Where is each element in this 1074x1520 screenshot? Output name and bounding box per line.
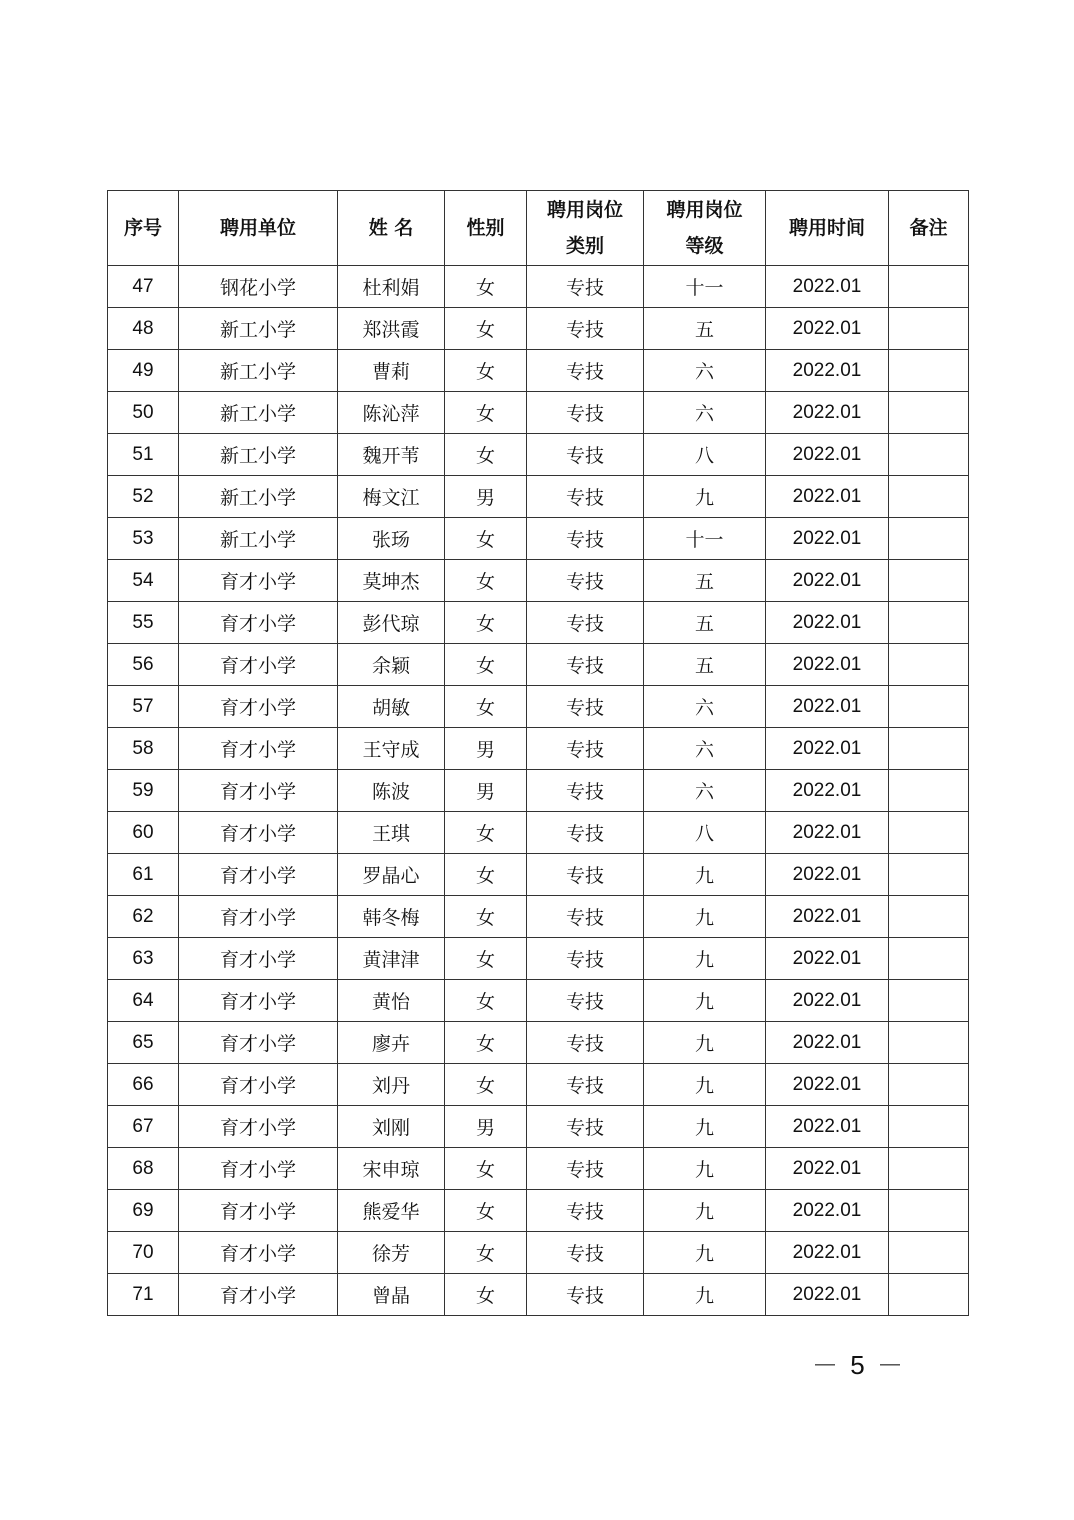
cell-unit: 新工小学 bbox=[179, 476, 338, 518]
cell-unit: 育才小学 bbox=[179, 728, 338, 770]
cell-name: 莫坤杰 bbox=[338, 560, 445, 602]
cell-remark bbox=[889, 854, 969, 896]
cell-remark bbox=[889, 938, 969, 980]
cell-gender: 女 bbox=[445, 392, 527, 434]
cell-post-category: 专技 bbox=[527, 518, 644, 560]
cell-name: 曾晶 bbox=[338, 1274, 445, 1316]
cell-unit: 育才小学 bbox=[179, 854, 338, 896]
cell-remark bbox=[889, 560, 969, 602]
cell-seq: 59 bbox=[108, 770, 179, 812]
cell-post-category: 专技 bbox=[527, 854, 644, 896]
cell-post-category: 专技 bbox=[527, 266, 644, 308]
cell-name: 余颖 bbox=[338, 644, 445, 686]
cell-name: 彭代琼 bbox=[338, 602, 445, 644]
table-row bbox=[108, 350, 969, 392]
table-row bbox=[108, 1106, 969, 1148]
cell-seq: 54 bbox=[108, 560, 179, 602]
cell-unit: 新工小学 bbox=[179, 392, 338, 434]
cell-post-level: 九 bbox=[644, 980, 766, 1022]
cell-gender: 女 bbox=[445, 434, 527, 476]
cell-unit: 育才小学 bbox=[179, 770, 338, 812]
cell-hire-date: 2022.01 bbox=[766, 308, 889, 350]
cell-seq: 68 bbox=[108, 1148, 179, 1190]
cell-remark bbox=[889, 308, 969, 350]
table-row bbox=[108, 1274, 969, 1316]
cell-hire-date: 2022.01 bbox=[766, 350, 889, 392]
cell-gender: 女 bbox=[445, 896, 527, 938]
cell-post-category: 专技 bbox=[527, 308, 644, 350]
cell-unit: 育才小学 bbox=[179, 644, 338, 686]
cell-remark bbox=[889, 644, 969, 686]
cell-remark bbox=[889, 476, 969, 518]
cell-post-category: 专技 bbox=[527, 1148, 644, 1190]
cell-name: 廖卉 bbox=[338, 1022, 445, 1064]
cell-post-category: 专技 bbox=[527, 1022, 644, 1064]
cell-seq: 67 bbox=[108, 1106, 179, 1148]
cell-hire-date: 2022.01 bbox=[766, 896, 889, 938]
cell-gender: 女 bbox=[445, 560, 527, 602]
cell-post-level: 九 bbox=[644, 1190, 766, 1232]
cell-name: 胡敏 bbox=[338, 686, 445, 728]
cell-remark bbox=[889, 1064, 969, 1106]
cell-gender: 女 bbox=[445, 1190, 527, 1232]
cell-post-level: 六 bbox=[644, 728, 766, 770]
cell-name: 陈沁萍 bbox=[338, 392, 445, 434]
cell-unit: 育才小学 bbox=[179, 1022, 338, 1064]
cell-hire-date: 2022.01 bbox=[766, 644, 889, 686]
cell-gender: 男 bbox=[445, 476, 527, 518]
cell-post-level: 九 bbox=[644, 938, 766, 980]
cell-remark bbox=[889, 1232, 969, 1274]
cell-unit: 育才小学 bbox=[179, 1064, 338, 1106]
cell-post-category: 专技 bbox=[527, 602, 644, 644]
cell-gender: 男 bbox=[445, 1106, 527, 1148]
table-row bbox=[108, 980, 969, 1022]
cell-post-level: 十一 bbox=[644, 266, 766, 308]
cell-seq: 55 bbox=[108, 602, 179, 644]
cell-gender: 女 bbox=[445, 1064, 527, 1106]
staff-table bbox=[107, 190, 969, 1316]
cell-hire-date: 2022.01 bbox=[766, 854, 889, 896]
cell-gender: 女 bbox=[445, 980, 527, 1022]
cell-seq: 66 bbox=[108, 1064, 179, 1106]
cell-name: 黄怡 bbox=[338, 980, 445, 1022]
cell-gender: 女 bbox=[445, 938, 527, 980]
cell-post-category: 专技 bbox=[527, 1232, 644, 1274]
cell-remark bbox=[889, 350, 969, 392]
cell-hire-date: 2022.01 bbox=[766, 392, 889, 434]
header-name: 姓 名 bbox=[338, 191, 445, 266]
cell-unit: 新工小学 bbox=[179, 518, 338, 560]
cell-hire-date: 2022.01 bbox=[766, 266, 889, 308]
cell-unit: 育才小学 bbox=[179, 1106, 338, 1148]
cell-seq: 61 bbox=[108, 854, 179, 896]
cell-hire-date: 2022.01 bbox=[766, 1022, 889, 1064]
cell-post-category: 专技 bbox=[527, 812, 644, 854]
cell-seq: 60 bbox=[108, 812, 179, 854]
cell-hire-date: 2022.01 bbox=[766, 938, 889, 980]
table-row bbox=[108, 854, 969, 896]
cell-post-category: 专技 bbox=[527, 560, 644, 602]
cell-name: 陈波 bbox=[338, 770, 445, 812]
table-row bbox=[108, 1022, 969, 1064]
cell-gender: 女 bbox=[445, 812, 527, 854]
cell-hire-date: 2022.01 bbox=[766, 812, 889, 854]
dash-left: — bbox=[815, 1353, 839, 1375]
cell-post-category: 专技 bbox=[527, 1190, 644, 1232]
cell-remark bbox=[889, 770, 969, 812]
cell-remark bbox=[889, 896, 969, 938]
cell-post-category: 专技 bbox=[527, 896, 644, 938]
cell-post-category: 专技 bbox=[527, 1274, 644, 1316]
cell-name: 梅文江 bbox=[338, 476, 445, 518]
cell-post-level: 九 bbox=[644, 1106, 766, 1148]
cell-unit: 育才小学 bbox=[179, 812, 338, 854]
cell-remark bbox=[889, 686, 969, 728]
table-row bbox=[108, 770, 969, 812]
cell-name: 郑洪霞 bbox=[338, 308, 445, 350]
cell-remark bbox=[889, 1022, 969, 1064]
page-number-value: 5 bbox=[850, 1350, 869, 1380]
cell-seq: 62 bbox=[108, 896, 179, 938]
cell-gender: 女 bbox=[445, 1022, 527, 1064]
cell-hire-date: 2022.01 bbox=[766, 980, 889, 1022]
cell-post-level: 五 bbox=[644, 602, 766, 644]
cell-name: 曹莉 bbox=[338, 350, 445, 392]
cell-unit: 育才小学 bbox=[179, 1232, 338, 1274]
cell-post-category: 专技 bbox=[527, 938, 644, 980]
page-number bbox=[815, 1350, 904, 1381]
cell-post-category: 专技 bbox=[527, 1106, 644, 1148]
cell-post-category: 专技 bbox=[527, 770, 644, 812]
header-post-level: 聘用岗位 等级 bbox=[644, 191, 766, 266]
dash-right: — bbox=[879, 1353, 904, 1375]
cell-seq: 51 bbox=[108, 434, 179, 476]
cell-seq: 48 bbox=[108, 308, 179, 350]
cell-hire-date: 2022.01 bbox=[766, 1064, 889, 1106]
cell-remark bbox=[889, 1274, 969, 1316]
cell-unit: 育才小学 bbox=[179, 938, 338, 980]
table-row bbox=[108, 560, 969, 602]
cell-name: 宋申琼 bbox=[338, 1148, 445, 1190]
cell-seq: 53 bbox=[108, 518, 179, 560]
cell-post-category: 专技 bbox=[527, 686, 644, 728]
table-row bbox=[108, 728, 969, 770]
table-row bbox=[108, 938, 969, 980]
cell-name: 黄津津 bbox=[338, 938, 445, 980]
cell-gender: 女 bbox=[445, 686, 527, 728]
cell-seq: 64 bbox=[108, 980, 179, 1022]
header-row bbox=[108, 191, 969, 266]
cell-seq: 63 bbox=[108, 938, 179, 980]
cell-gender: 女 bbox=[445, 1232, 527, 1274]
cell-remark bbox=[889, 392, 969, 434]
cell-unit: 新工小学 bbox=[179, 434, 338, 476]
cell-gender: 女 bbox=[445, 602, 527, 644]
cell-post-level: 八 bbox=[644, 812, 766, 854]
cell-post-level: 九 bbox=[644, 854, 766, 896]
cell-post-category: 专技 bbox=[527, 434, 644, 476]
cell-unit: 钢花小学 bbox=[179, 266, 338, 308]
cell-seq: 70 bbox=[108, 1232, 179, 1274]
cell-remark bbox=[889, 602, 969, 644]
cell-seq: 69 bbox=[108, 1190, 179, 1232]
cell-remark bbox=[889, 1190, 969, 1232]
cell-gender: 女 bbox=[445, 266, 527, 308]
cell-post-level: 五 bbox=[644, 560, 766, 602]
table-row bbox=[108, 602, 969, 644]
cell-remark bbox=[889, 812, 969, 854]
cell-gender: 女 bbox=[445, 350, 527, 392]
cell-name: 魏开苇 bbox=[338, 434, 445, 476]
cell-hire-date: 2022.01 bbox=[766, 728, 889, 770]
cell-post-level: 六 bbox=[644, 392, 766, 434]
cell-seq: 56 bbox=[108, 644, 179, 686]
table-row bbox=[108, 434, 969, 476]
cell-hire-date: 2022.01 bbox=[766, 1148, 889, 1190]
cell-seq: 49 bbox=[108, 350, 179, 392]
cell-post-level: 九 bbox=[644, 1148, 766, 1190]
cell-gender: 女 bbox=[445, 308, 527, 350]
cell-hire-date: 2022.01 bbox=[766, 1232, 889, 1274]
table-row bbox=[108, 1232, 969, 1274]
cell-hire-date: 2022.01 bbox=[766, 434, 889, 476]
cell-post-level: 六 bbox=[644, 686, 766, 728]
cell-post-level: 九 bbox=[644, 476, 766, 518]
cell-post-level: 六 bbox=[644, 770, 766, 812]
cell-post-category: 专技 bbox=[527, 476, 644, 518]
cell-name: 韩冬梅 bbox=[338, 896, 445, 938]
cell-hire-date: 2022.01 bbox=[766, 476, 889, 518]
cell-hire-date: 2022.01 bbox=[766, 1190, 889, 1232]
cell-seq: 71 bbox=[108, 1274, 179, 1316]
cell-hire-date: 2022.01 bbox=[766, 686, 889, 728]
cell-post-category: 专技 bbox=[527, 980, 644, 1022]
cell-remark bbox=[889, 266, 969, 308]
cell-seq: 52 bbox=[108, 476, 179, 518]
cell-name: 杜利娟 bbox=[338, 266, 445, 308]
cell-unit: 育才小学 bbox=[179, 896, 338, 938]
cell-remark bbox=[889, 434, 969, 476]
header-post-category: 聘用岗位 类别 bbox=[527, 191, 644, 266]
cell-post-level: 九 bbox=[644, 896, 766, 938]
cell-gender: 男 bbox=[445, 770, 527, 812]
cell-name: 罗晶心 bbox=[338, 854, 445, 896]
cell-remark bbox=[889, 1148, 969, 1190]
table-row bbox=[108, 1148, 969, 1190]
table-row bbox=[108, 392, 969, 434]
cell-post-level: 九 bbox=[644, 1064, 766, 1106]
cell-name: 刘刚 bbox=[338, 1106, 445, 1148]
header-remark: 备注 bbox=[889, 191, 969, 266]
cell-post-level: 五 bbox=[644, 644, 766, 686]
cell-seq: 65 bbox=[108, 1022, 179, 1064]
table-row bbox=[108, 686, 969, 728]
table-row bbox=[108, 644, 969, 686]
header-hire-date: 聘用时间 bbox=[766, 191, 889, 266]
cell-name: 刘丹 bbox=[338, 1064, 445, 1106]
cell-post-level: 五 bbox=[644, 308, 766, 350]
cell-gender: 女 bbox=[445, 518, 527, 560]
table-row bbox=[108, 308, 969, 350]
cell-name: 徐芳 bbox=[338, 1232, 445, 1274]
cell-unit: 育才小学 bbox=[179, 560, 338, 602]
cell-seq: 47 bbox=[108, 266, 179, 308]
cell-post-level: 九 bbox=[644, 1022, 766, 1064]
table-row bbox=[108, 1064, 969, 1106]
cell-unit: 育才小学 bbox=[179, 686, 338, 728]
cell-post-level: 九 bbox=[644, 1274, 766, 1316]
cell-post-level: 九 bbox=[644, 1232, 766, 1274]
cell-post-level: 十一 bbox=[644, 518, 766, 560]
cell-remark bbox=[889, 728, 969, 770]
cell-unit: 育才小学 bbox=[179, 1190, 338, 1232]
cell-gender: 女 bbox=[445, 854, 527, 896]
cell-gender: 女 bbox=[445, 1274, 527, 1316]
cell-unit: 育才小学 bbox=[179, 1148, 338, 1190]
header-gender: 性别 bbox=[445, 191, 527, 266]
cell-post-category: 专技 bbox=[527, 644, 644, 686]
cell-hire-date: 2022.01 bbox=[766, 770, 889, 812]
cell-seq: 50 bbox=[108, 392, 179, 434]
table-row bbox=[108, 518, 969, 560]
cell-post-category: 专技 bbox=[527, 1064, 644, 1106]
cell-post-level: 八 bbox=[644, 434, 766, 476]
table-row bbox=[108, 476, 969, 518]
header-seq: 序号 bbox=[108, 191, 179, 266]
header-unit: 聘用单位 bbox=[179, 191, 338, 266]
table-row bbox=[108, 266, 969, 308]
cell-name: 王守成 bbox=[338, 728, 445, 770]
cell-hire-date: 2022.01 bbox=[766, 1106, 889, 1148]
cell-hire-date: 2022.01 bbox=[766, 518, 889, 560]
cell-gender: 女 bbox=[445, 1148, 527, 1190]
cell-name: 王琪 bbox=[338, 812, 445, 854]
cell-name: 熊爱华 bbox=[338, 1190, 445, 1232]
cell-gender: 女 bbox=[445, 644, 527, 686]
cell-unit: 育才小学 bbox=[179, 1274, 338, 1316]
cell-hire-date: 2022.01 bbox=[766, 1274, 889, 1316]
cell-remark bbox=[889, 518, 969, 560]
cell-post-category: 专技 bbox=[527, 392, 644, 434]
table-row bbox=[108, 896, 969, 938]
cell-unit: 新工小学 bbox=[179, 308, 338, 350]
cell-seq: 58 bbox=[108, 728, 179, 770]
cell-unit: 育才小学 bbox=[179, 980, 338, 1022]
table-row bbox=[108, 812, 969, 854]
cell-remark bbox=[889, 1106, 969, 1148]
cell-post-category: 专技 bbox=[527, 728, 644, 770]
cell-gender: 男 bbox=[445, 728, 527, 770]
cell-unit: 育才小学 bbox=[179, 602, 338, 644]
cell-hire-date: 2022.01 bbox=[766, 602, 889, 644]
cell-seq: 57 bbox=[108, 686, 179, 728]
cell-post-category: 专技 bbox=[527, 350, 644, 392]
cell-post-level: 六 bbox=[644, 350, 766, 392]
cell-remark bbox=[889, 980, 969, 1022]
cell-name: 张玚 bbox=[338, 518, 445, 560]
cell-unit: 新工小学 bbox=[179, 350, 338, 392]
table-row bbox=[108, 1190, 969, 1232]
cell-hire-date: 2022.01 bbox=[766, 560, 889, 602]
